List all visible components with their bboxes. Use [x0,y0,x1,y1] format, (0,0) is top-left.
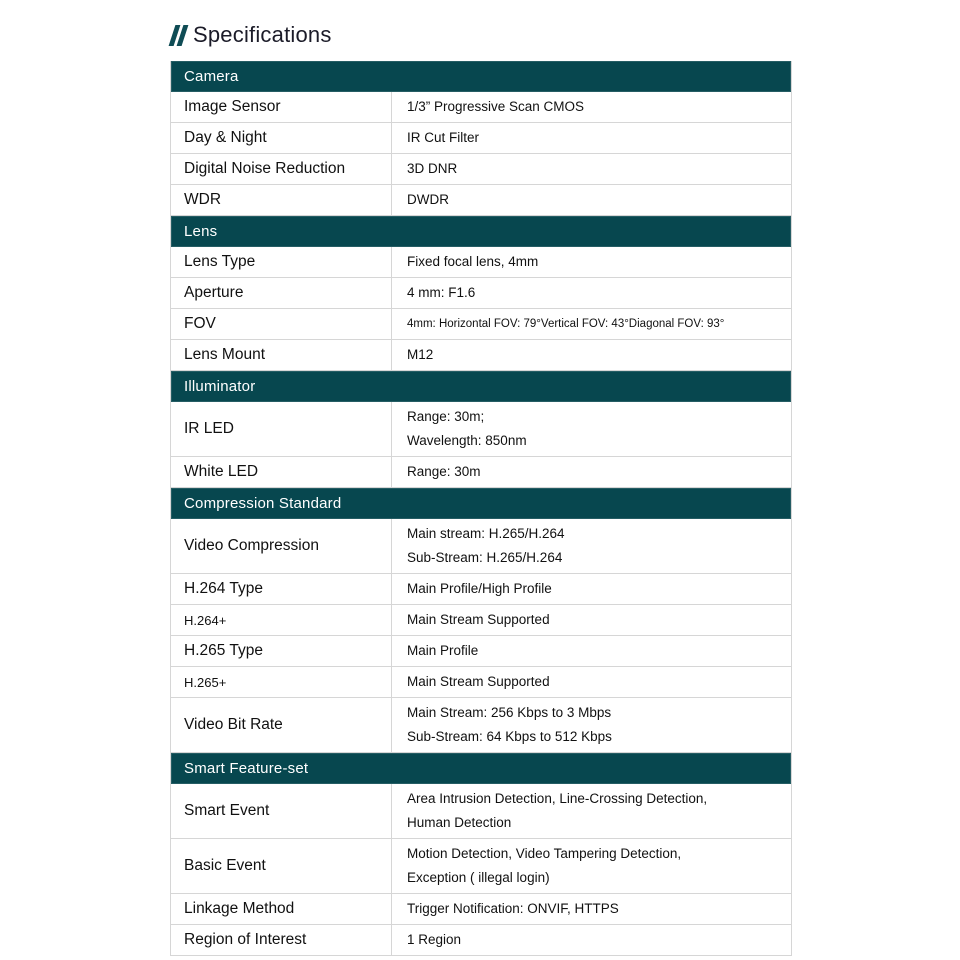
spec-label: Day & Night [171,123,392,153]
page-title: Specifications [193,22,332,47]
spec-value-line: IR Cut Filter [407,130,480,145]
spec-label: Image Sensor [171,92,392,122]
section-header-illuminator: Illuminator [171,371,791,402]
spec-label: H.265 Type [171,636,392,666]
spec-label: WDR [171,185,392,215]
spec-label: FOV [171,309,392,339]
spec-value [392,340,791,370]
spec-value [392,92,791,122]
spec-value-line: Human Detection [407,815,512,830]
spec-label: Video Bit Rate [171,698,392,752]
spec-row [171,784,791,839]
spec-value-line: M12 [407,347,434,362]
spec-label: Lens Type [171,247,392,277]
spec-label: Region of Interest [171,925,392,955]
spec-value-line: Main Profile/High Profile [407,581,552,596]
spec-value [392,402,791,456]
spec-row [171,247,791,278]
spec-value [392,309,791,339]
spec-value [392,247,791,277]
spec-row [171,92,791,123]
spec-row [171,925,791,955]
spec-value [392,698,791,752]
spec-row [171,698,791,753]
spec-label: Video Compression [171,519,392,573]
spec-value [392,574,791,604]
spec-value [392,278,791,308]
spec-value-line: 4mm: Horizontal FOV: 79°Vertical FOV: 43°Diagonal FOV: 93° [407,318,725,330]
spec-row [171,278,791,309]
spec-row [171,574,791,605]
spec-value [392,154,791,184]
spec-value [392,894,791,924]
spec-value-line: Main stream: H.265/H.264 [407,526,565,541]
spec-value-line: Sub-Stream: H.265/H.264 [407,550,563,565]
section-header-smart-feature-set: Smart Feature-set [171,753,791,784]
spec-row [171,340,791,371]
spec-value-line: 4 mm: F1.6 [407,285,476,300]
spec-value [392,123,791,153]
spec-label: White LED [171,457,392,487]
spec-value-line: Range: 30m [407,464,481,479]
specifications-table [170,61,792,956]
spec-value-line: Area Intrusion Detection, Line-Crossing Detection, [407,791,708,806]
spec-label: Aperture [171,278,392,308]
spec-value [392,457,791,487]
spec-row [171,839,791,894]
spec-value-line: Trigger Notification: ONVIF, HTTPS [407,901,619,916]
spec-value [392,667,791,697]
spec-value-line: DWDR [407,192,449,207]
spec-value [392,519,791,573]
spec-value-line: 1 Region [407,932,462,947]
spec-value-line: Motion Detection, Video Tampering Detection, [407,846,682,861]
spec-label: Basic Event [171,839,392,893]
spec-value-line: Sub-Stream: 64 Kbps to 512 Kbps [407,729,612,744]
section-header-camera: Camera [171,61,791,92]
spec-label: Lens Mount [171,340,392,370]
spec-row [171,519,791,574]
section-header-lens: Lens [171,216,791,247]
spec-value [392,185,791,215]
spec-label: H.264 Type [171,574,392,604]
spec-label: Linkage Method [171,894,392,924]
spec-row [171,123,791,154]
page-title-row [170,20,792,50]
spec-value [392,925,791,955]
spec-sheet-content [170,20,792,956]
spec-value-line: Fixed focal lens, 4mm [407,254,539,269]
spec-label: Smart Event [171,784,392,838]
spec-value-line: Main Stream: 256 Kbps to 3 Mbps [407,705,612,720]
spec-value-line: Exception ( illegal login) [407,870,550,885]
spec-row [171,605,791,636]
spec-row [171,309,791,340]
spec-row [171,636,791,667]
spec-row [171,185,791,216]
spec-value [392,839,791,893]
spec-row [171,154,791,185]
spec-value [392,605,791,635]
spec-value-line: Main Profile [407,643,479,658]
spec-row [171,667,791,698]
spec-value [392,636,791,666]
spec-row [171,894,791,925]
section-header-compression-standard: Compression Standard [171,488,791,519]
spec-value-line: Range: 30m; [407,409,485,424]
spec-value-line: 3D DNR [407,161,458,176]
spec-value-line: Wavelength: 850nm [407,433,527,448]
spec-value [392,784,791,838]
spec-value-line: Main Stream Supported [407,612,550,627]
double-slash-icon [172,25,188,46]
spec-label: H.264+ [171,605,392,635]
spec-row [171,402,791,457]
spec-value-line: 1/3” Progressive Scan CMOS [407,99,585,114]
spec-label: IR LED [171,402,392,456]
spec-label: H.265+ [171,667,392,697]
spec-row [171,457,791,488]
spec-value-line: Main Stream Supported [407,674,550,689]
spec-label: Digital Noise Reduction [171,154,392,184]
